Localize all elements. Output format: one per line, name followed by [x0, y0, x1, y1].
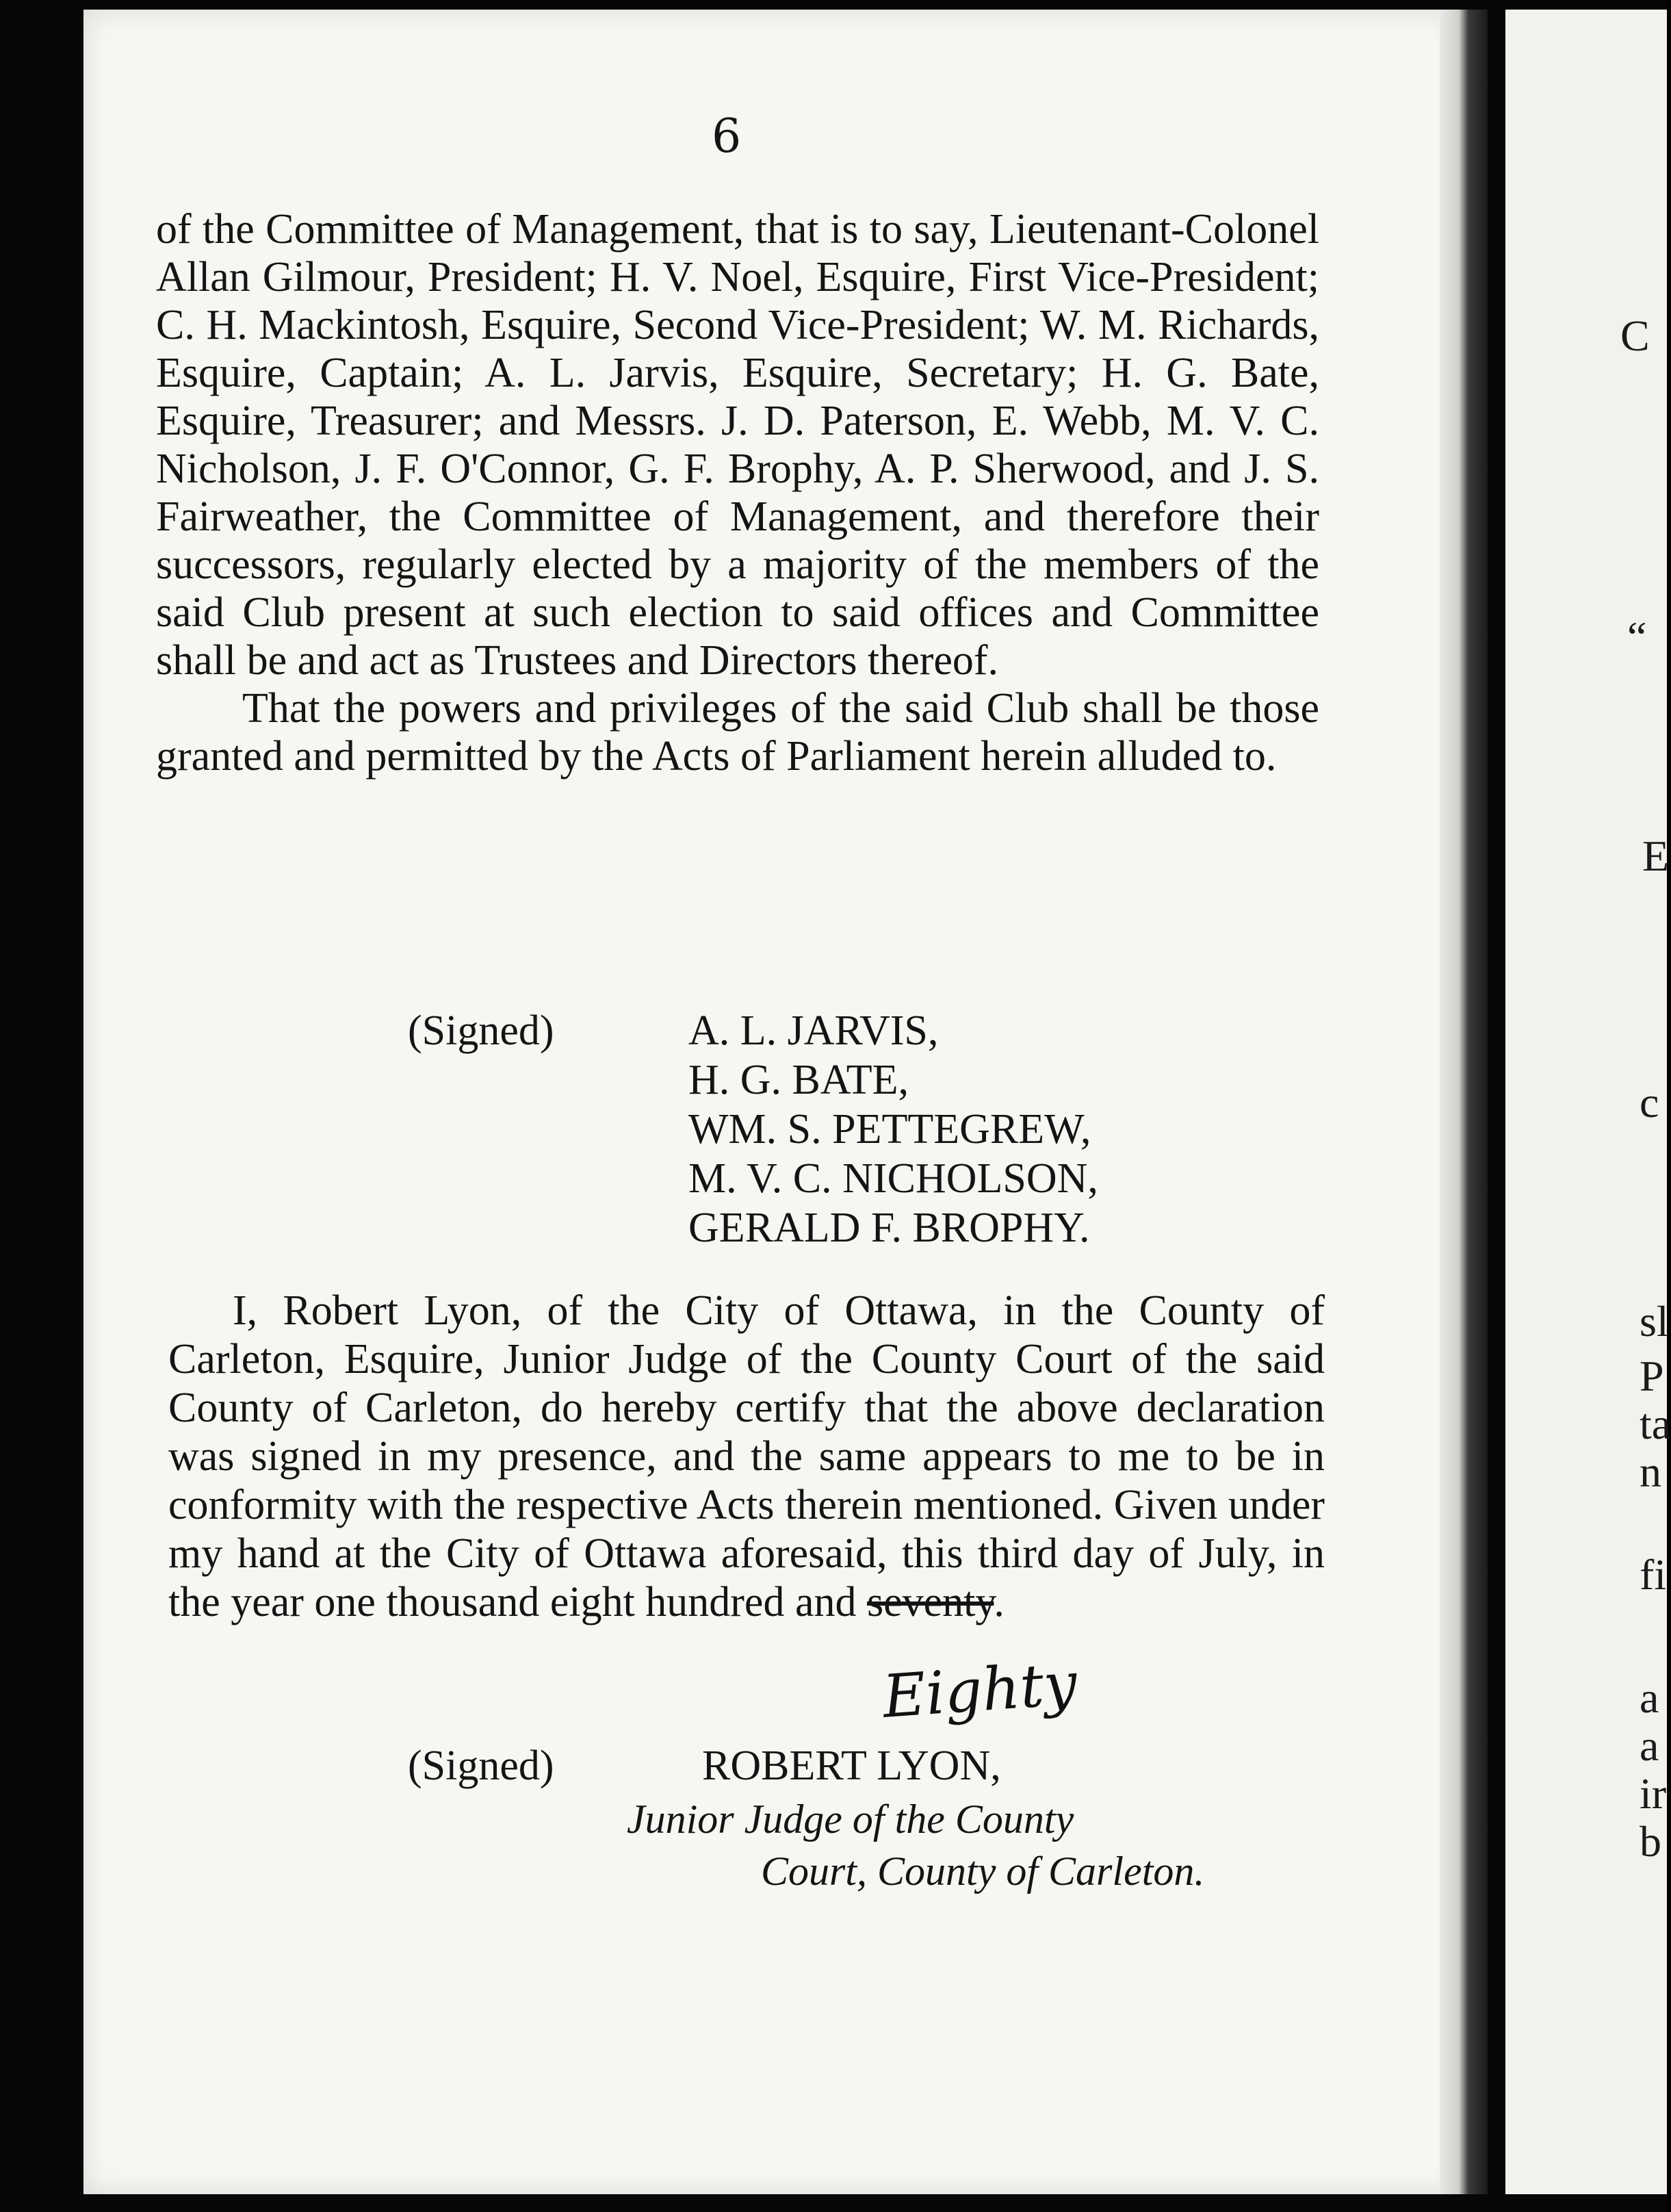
certificate-body: I, Robert Lyon, of the City of Ottawa, in the County of Carleton, Esquire, Junior Judge of the County Court of the said County of Carleton, do hereby certify that the above declaration was signed in my presence, and the same appears to me to be in conformity with the respective Acts therein mentioned. Given under my hand at the City of Ottawa aforesaid, this third day of July, in the year one thousand eight hundred and	[168, 1287, 1325, 1625]
signatory-list	[688, 1006, 1098, 1252]
paragraph-powers: That the powers and privileges of the said Club shall be those granted and permitted by the Acts of Parliament herein alluded to.	[156, 685, 1319, 780]
judge-title	[627, 1793, 1204, 1897]
margin-letter: b	[1640, 1817, 1661, 1866]
margin-letter: sl	[1640, 1297, 1669, 1346]
paragraph-committee: of the Committee of Management, that is to say, Lieutenant-Colonel Allan Gilmour, President; H. V. Noel, Esquire, First Vice-President; C. H. Mackintosh, Esquire, Second Vice-President; W. M. Richards, Esquire, Captain; A. L. Jarvis, Esquire, Secretary; H. G. Bate, Esquire, Treasurer; and Messrs. J. D. Paterson, E. Webb, M. V. C. Nicholson, J. F. O'Connor, G. F. Brophy, A. P. Sherwood, and J. S. Fairweather, the Committee of Management, and therefore their successors, regularly elected by a majority of the members of the said Club present at such election to said offices and Committee shall be and act as Trustees and Directors thereof.	[156, 206, 1319, 684]
signatory-name: GERALD F. BROPHY.	[688, 1205, 1090, 1251]
judge-title-line: Junior Judge of the County	[627, 1797, 1074, 1842]
margin-letter: c	[1640, 1078, 1659, 1127]
body-text	[156, 205, 1319, 780]
signatory-name: M. V. C. NICHOLSON,	[688, 1155, 1098, 1202]
margin-letter: a	[1640, 1721, 1659, 1770]
judge-signature	[408, 1741, 1001, 1790]
struck-word: seventy	[866, 1579, 994, 1625]
handwritten-correction: Eighty	[880, 1649, 1080, 1732]
margin-letter: ir	[1640, 1769, 1667, 1818]
signatory-name: WM. S. PETTEGREW,	[688, 1106, 1091, 1153]
margin-letter: n	[1640, 1448, 1661, 1496]
margin-letter: E	[1642, 832, 1670, 880]
signed-label: (Signed)	[408, 1742, 554, 1789]
signatory-name: A. L. JARVIS,	[688, 1007, 939, 1054]
signed-label: (Signed)	[408, 1007, 554, 1054]
margin-letter: “	[1627, 613, 1647, 661]
certificate-text	[168, 1287, 1325, 1627]
margin-letter: P	[1640, 1352, 1664, 1400]
margin-letter: a	[1640, 1673, 1659, 1722]
margin-letter: fi	[1640, 1550, 1667, 1599]
certificate-paragraph	[168, 1287, 1325, 1627]
judge-name: ROBERT LYON,	[702, 1742, 1001, 1789]
page-number: 6	[712, 110, 742, 164]
page-binding-edge	[1440, 10, 1488, 2194]
next-page-sliver	[1505, 10, 1671, 2194]
judge-title-line: Court, County of Carleton.	[761, 1849, 1205, 1894]
signatory-name: H. G. BATE,	[688, 1057, 909, 1103]
margin-letter: C	[1620, 311, 1650, 360]
end-punctuation: .	[994, 1579, 1005, 1625]
margin-letter: ta	[1640, 1400, 1671, 1448]
